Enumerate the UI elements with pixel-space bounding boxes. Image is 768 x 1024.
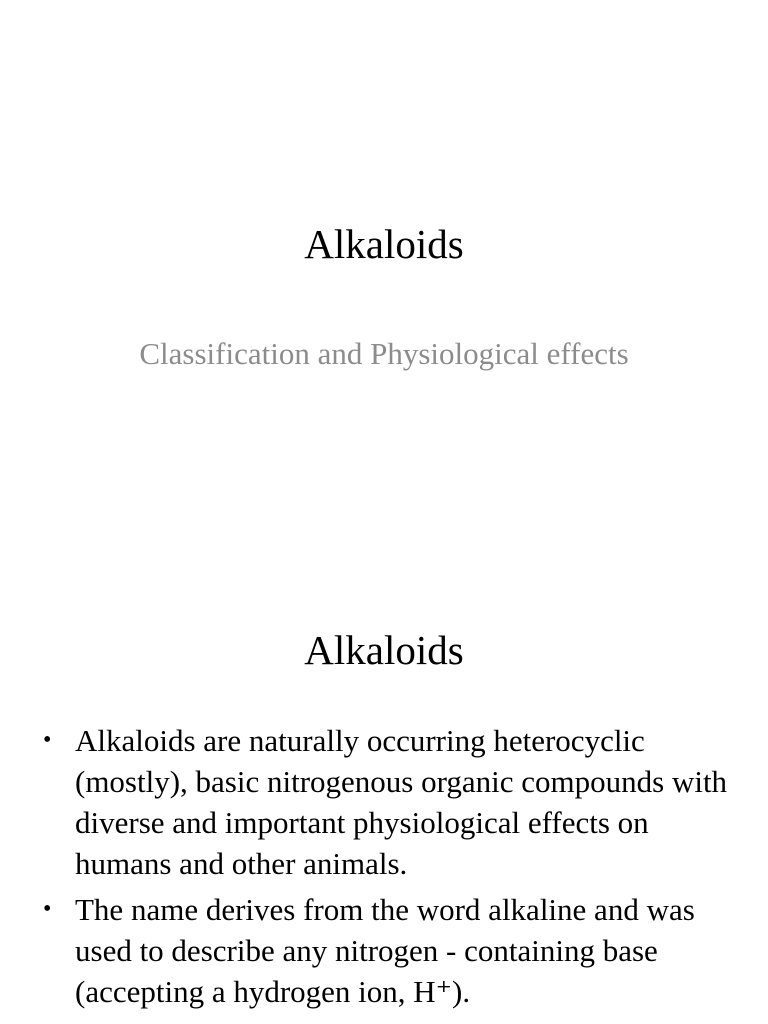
- bullet-list: [40, 720, 730, 1017]
- slide-subtitle: Classification and Physiological effects: [139, 336, 629, 371]
- content-slide: [0, 576, 768, 1024]
- slide-title: Alkaloids: [304, 627, 464, 673]
- bullet-icon: •: [43, 896, 52, 922]
- bullet-text: The name derives from the word alkaline and was used to describe any nitrogen - containing base (accepting a hydrogen ion, H⁺).: [75, 892, 695, 1009]
- bullet-item: [40, 720, 730, 884]
- bullet-icon: •: [43, 727, 52, 753]
- slide-title: Alkaloids: [304, 221, 464, 267]
- bullet-item: [40, 889, 730, 1012]
- bullet-text: Alkaloids are naturally occurring heterocyclic (mostly), basic nitrogenous organic compounds with diverse and important physiological effects on humans and other animals.: [75, 723, 728, 881]
